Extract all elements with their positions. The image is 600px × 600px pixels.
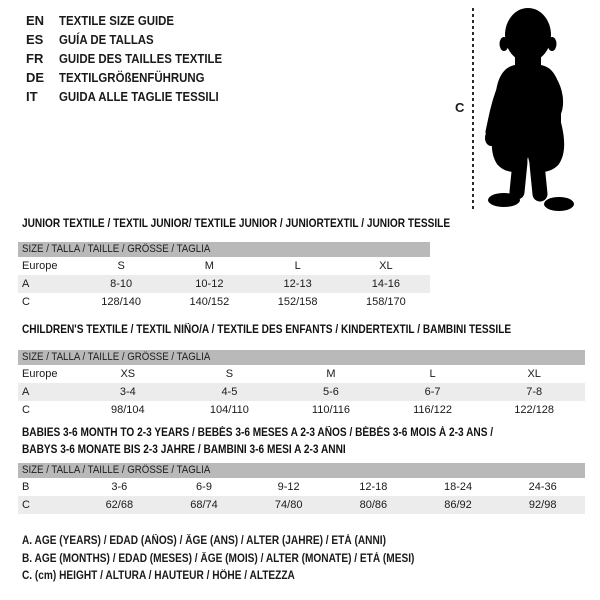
table-row bbox=[18, 496, 585, 514]
value-cell: L bbox=[429, 368, 436, 380]
value-cell: 68/74 bbox=[190, 499, 218, 511]
value-cell: 80/86 bbox=[359, 499, 388, 511]
row-label-cell: C bbox=[22, 296, 30, 308]
value-cell: M bbox=[326, 368, 336, 380]
table-size-header-label: SIZE / TALLA / TAILLE / GRÖSSE / TAGLIA bbox=[22, 464, 211, 476]
babies-section-title bbox=[22, 425, 557, 459]
row-label-cell: C bbox=[22, 499, 30, 511]
value-cell: 86/92 bbox=[444, 499, 472, 511]
table-row bbox=[18, 365, 585, 383]
value-cell: XL bbox=[379, 260, 393, 272]
language-label: TEXTILGRÖßENFÜHRUNG bbox=[59, 70, 205, 85]
footnote-text: C. (cm) HEIGHT / ALTURA / HAUTEUR / HÖHE / ALTEZZA bbox=[22, 570, 295, 582]
footnote-row bbox=[22, 551, 468, 569]
value-cell: 152/158 bbox=[277, 296, 318, 308]
junior-section-title-text: JUNIOR TEXTILE / TEXTIL JUNIOR/ TEXTILE JUNIOR / JUNIORTEXTIL / JUNIOR TESSILE bbox=[22, 218, 451, 230]
table-row bbox=[18, 293, 430, 311]
language-label: GUÍA DE TALLAS bbox=[59, 32, 154, 47]
footnote-row bbox=[22, 533, 468, 551]
language-code: EN bbox=[26, 13, 45, 28]
value-cell: 110/116 bbox=[311, 404, 351, 416]
value-cell: S bbox=[117, 260, 125, 272]
junior-size-table bbox=[18, 242, 430, 311]
value-cell: 10-12 bbox=[195, 278, 224, 290]
language-legend bbox=[26, 11, 244, 106]
value-cell: M bbox=[204, 260, 214, 272]
value-cell: 74/80 bbox=[274, 499, 303, 511]
language-row bbox=[26, 30, 244, 49]
value-cell: 62/68 bbox=[105, 499, 134, 511]
language-label: GUIDE DES TAILLES TEXTILE bbox=[59, 51, 223, 66]
table-row bbox=[18, 401, 585, 419]
footnote-row bbox=[22, 568, 468, 586]
table-row bbox=[18, 275, 430, 293]
table-row bbox=[18, 478, 585, 496]
table-size-header-bar bbox=[18, 242, 430, 257]
row-label-cell: B bbox=[22, 481, 30, 493]
table-size-header-bar bbox=[18, 350, 585, 365]
value-cell: 140/152 bbox=[189, 296, 230, 308]
footnotes bbox=[22, 533, 468, 586]
junior-section-title bbox=[22, 216, 508, 233]
value-cell: 3-6 bbox=[111, 481, 128, 493]
language-code: DE bbox=[26, 70, 45, 85]
babies-section-title-line2: BABYS 3-6 MONATE BIS 2-3 JAHRE / BAMBINI 3-6 MESI A 2-3 ANNI bbox=[22, 444, 346, 456]
babies-size-table bbox=[18, 463, 585, 514]
height-marker-label: C bbox=[455, 100, 465, 115]
value-cell: 158/170 bbox=[365, 296, 406, 308]
baby-silhouette-icon bbox=[468, 2, 598, 214]
value-cell: 18-24 bbox=[443, 481, 473, 493]
value-cell: 9-12 bbox=[277, 481, 300, 493]
row-label-cell: Europe bbox=[22, 368, 58, 380]
value-cell: 104/110 bbox=[209, 404, 249, 416]
value-cell: 8-10 bbox=[110, 278, 133, 290]
value-cell: 122/128 bbox=[514, 404, 555, 416]
value-cell: 116/122 bbox=[413, 404, 453, 416]
value-cell: 6-9 bbox=[196, 481, 212, 493]
value-cell: 92/98 bbox=[528, 499, 557, 511]
row-label-cell: A bbox=[22, 386, 30, 398]
language-code: FR bbox=[26, 51, 44, 66]
table-row bbox=[18, 383, 585, 401]
value-cell: 5-6 bbox=[323, 386, 339, 398]
row-label-cell: C bbox=[22, 404, 30, 416]
value-cell: XL bbox=[527, 368, 541, 380]
language-row bbox=[26, 49, 244, 68]
language-label: GUIDA ALLE TAGLIE TESSILI bbox=[59, 89, 219, 104]
value-cell: 3-4 bbox=[119, 386, 136, 398]
table-size-header-label: SIZE / TALLA / TAILLE / GRÖSSE / TAGLIA bbox=[22, 243, 211, 255]
value-cell: 24-36 bbox=[528, 481, 557, 493]
babies-section-title-line1: BABIES 3-6 MONTH TO 2-3 YEARS / BEBÉS 3-6 MESES A 2-3 AÑOS / BÉBÉS 3-6 MOIS À 2-3 ANS / bbox=[22, 427, 494, 439]
value-cell: 98/104 bbox=[110, 404, 145, 416]
language-label: TEXTILE SIZE GUIDE bbox=[59, 13, 175, 28]
row-label-cell: Europe bbox=[22, 260, 58, 272]
language-row bbox=[26, 87, 244, 106]
language-code: IT bbox=[26, 89, 38, 104]
children-section-title bbox=[22, 322, 578, 339]
children-size-table bbox=[18, 350, 585, 419]
footnote-text: B. AGE (MONTHS) / EDAD (MESES) / ÂGE (MOIS) / ALTER (MONATE) / ETÀ (MESI) bbox=[22, 552, 415, 565]
value-cell: XS bbox=[120, 368, 136, 380]
table-size-header-label: SIZE / TALLA / TAILLE / GRÖSSE / TAGLIA bbox=[22, 351, 211, 363]
value-cell: S bbox=[225, 368, 234, 380]
table-row bbox=[18, 257, 430, 275]
footnote-text: A. AGE (YEARS) / EDAD (AÑOS) / ÂGE (ANS) / ALTER (JAHRE) / ETÀ (ANNI) bbox=[22, 535, 386, 547]
value-cell: 12-13 bbox=[283, 278, 312, 290]
children-section-title-text: CHILDREN'S TEXTILE / TEXTIL NIÑO/A / TEXTILE DES ENFANTS / KINDERTEXTIL / BAMBINI TESSILE bbox=[22, 324, 512, 336]
row-label-cell: A bbox=[22, 278, 30, 290]
value-cell: 4-5 bbox=[221, 386, 238, 398]
language-row bbox=[26, 68, 244, 87]
value-cell: 128/140 bbox=[101, 296, 141, 308]
language-code: ES bbox=[26, 32, 44, 47]
language-row bbox=[26, 11, 244, 30]
value-cell: 12-18 bbox=[359, 481, 388, 493]
value-cell: L bbox=[294, 260, 301, 272]
value-cell: 6-7 bbox=[424, 386, 441, 398]
value-cell: 7-8 bbox=[526, 386, 543, 398]
table-size-header-bar bbox=[18, 463, 585, 478]
value-cell: 14-16 bbox=[371, 278, 400, 290]
